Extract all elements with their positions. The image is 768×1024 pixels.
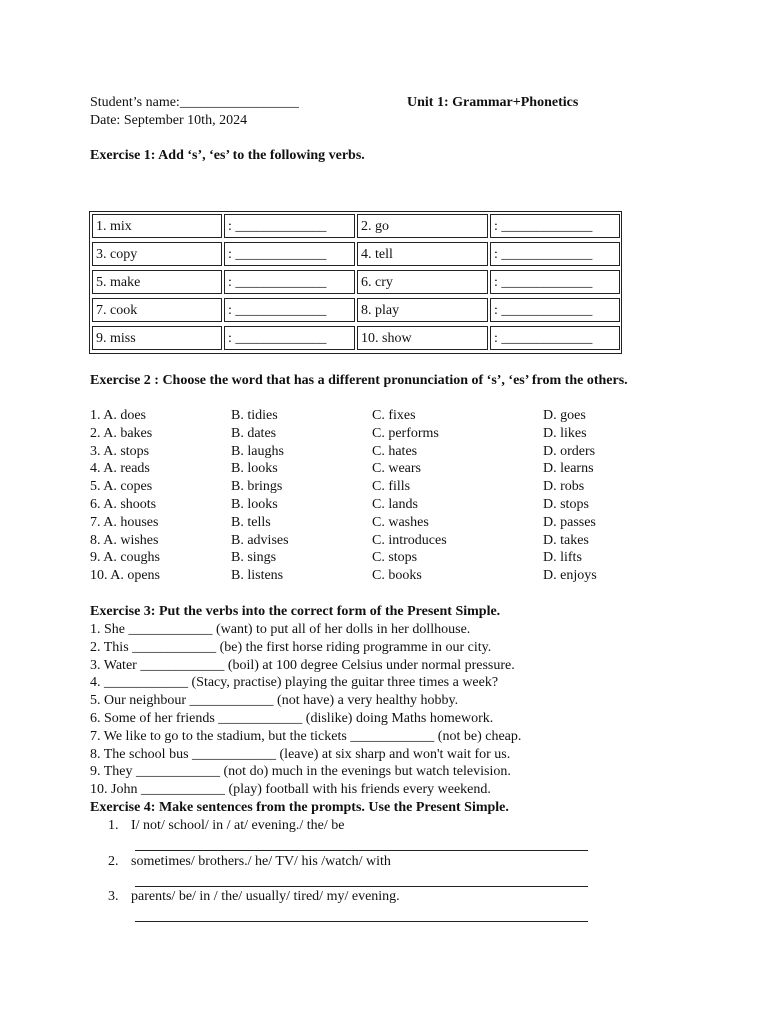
question-option-a[interactable]: 10. A. opens [90, 568, 160, 584]
exercise3-title: Exercise 3: Put the verbs into the correct form of the Present Simple. [90, 604, 501, 619]
table-row [91, 297, 622, 324]
exercise4-item-number: 2. [108, 853, 119, 869]
verb-cell: 2. go [357, 214, 488, 238]
exercise4-title: Exercise 4: Make sentences from the prompts. Use the Present Simple. [90, 800, 509, 815]
answer-blank[interactable]: : _____________ [224, 242, 355, 266]
question-option-a[interactable]: 5. A. copes [90, 479, 153, 495]
verb-cell: 7. cook [92, 298, 222, 322]
answer-blank[interactable]: : _____________ [490, 326, 620, 350]
answer-blank[interactable]: : _____________ [490, 242, 620, 266]
question-option-a[interactable]: 3. A. stops [90, 443, 150, 459]
verb-cell: 1. mix [92, 214, 222, 238]
table-row [91, 213, 622, 240]
question-option-a[interactable]: 4. A. reads [90, 461, 150, 477]
question-option-b[interactable]: B. laughs [231, 443, 284, 459]
question-option-a[interactable]: 8. A. wishes [90, 532, 159, 548]
answer-line[interactable] [135, 886, 588, 887]
question-option-b[interactable]: B. sings [231, 550, 277, 566]
exercise3-item: 2. This ____________ (be) the first horse riding programme in our city. [90, 639, 492, 655]
question-option-d[interactable]: D. goes [543, 408, 586, 423]
question-option-c[interactable]: C. books [372, 568, 422, 584]
verb-cell: 8. play [357, 298, 488, 322]
exercise1-title: Exercise 1: Add ‘s’, ‘es’ to the following verbs. [90, 148, 365, 163]
verb-cell: 5. make [92, 270, 222, 294]
exercise4-item-number: 1. [108, 818, 119, 833]
answer-line[interactable] [135, 921, 588, 922]
question-option-b[interactable]: B. brings [231, 479, 283, 495]
question-option-c[interactable]: C. performs [372, 425, 439, 441]
question-option-d[interactable]: D. lifts [543, 550, 582, 566]
table-row [91, 325, 622, 352]
exercise4-prompt: sometimes/ brothers./ he/ TV/ his /watch/ with [131, 853, 391, 869]
verb-cell: 4. tell [357, 242, 488, 266]
exercise3-item: 8. The school bus ____________ (leave) at six sharp and won't wait for us. [90, 746, 511, 762]
question-option-b[interactable]: B. tidies [231, 408, 278, 423]
question-option-c[interactable]: C. fills [372, 479, 411, 495]
verb-cell: 6. cry [357, 270, 488, 294]
question-option-b[interactable]: B. tells [231, 514, 271, 530]
verb-cell: 10. show [357, 326, 488, 350]
answer-blank[interactable]: : _____________ [490, 298, 620, 322]
question-option-d[interactable]: D. passes [543, 514, 596, 530]
question-option-b[interactable]: B. listens [231, 568, 284, 584]
date-line: Date: September 10th, 2024 [90, 113, 248, 128]
answer-blank[interactable]: : _____________ [224, 214, 355, 238]
question-option-d[interactable]: D. learns [543, 461, 594, 477]
question-option-c[interactable]: C. lands [372, 497, 418, 512]
question-option-c[interactable]: C. hates [372, 443, 418, 459]
question-option-a[interactable]: 1. A. does [90, 408, 146, 423]
table-row [91, 269, 622, 296]
answer-blank[interactable]: : _____________ [224, 326, 355, 350]
answer-blank[interactable]: : _____________ [224, 298, 355, 322]
exercise2-title: Exercise 2 : Choose the word that has a different pronunciation of ‘s’, ‘es’ from the others. [90, 373, 628, 388]
question-option-a[interactable]: 7. A. houses [90, 514, 159, 530]
question-option-b[interactable]: B. looks [231, 497, 278, 512]
exercise4-item-number: 3. [108, 889, 119, 904]
question-option-d[interactable]: D. takes [543, 532, 589, 548]
exercise3-item: 10. John ____________ (play) football with his friends every weekend. [90, 782, 491, 798]
question-option-d[interactable]: D. orders [543, 443, 596, 459]
verb-cell: 3. copy [92, 242, 222, 266]
question-option-a[interactable]: 9. A. coughs [90, 550, 160, 566]
unit-title: Unit 1: Grammar+Phonetics [407, 95, 579, 110]
exercise4-prompt: parents/ be/ in / the/ usually/ tired/ my/ evening. [131, 889, 400, 904]
exercise3-item: 3. Water ____________ (boil) at 100 degree Celsius under normal pressure. [90, 657, 515, 673]
student-name-field[interactable]: Student’s name:_________________ [90, 95, 299, 110]
question-option-c[interactable]: C. fixes [372, 408, 416, 423]
question-option-c[interactable]: C. wears [372, 461, 421, 477]
question-option-d[interactable]: D. likes [543, 425, 587, 441]
exercise3-item: 1. She ____________ (want) to put all of her dolls in her dollhouse. [90, 622, 471, 637]
verb-cell: 9. miss [92, 326, 222, 350]
answer-blank[interactable]: : _____________ [490, 270, 620, 294]
verb-table [89, 211, 622, 354]
exercise3-item: 4. ____________ (Stacy, practise) playing the guitar three times a week? [90, 675, 499, 691]
exercise3-item: 6. Some of her friends ____________ (dislike) doing Maths homework. [90, 711, 494, 726]
exercise3-item: 5. Our neighbour ____________ (not have) a very healthy hobby. [90, 693, 459, 709]
question-option-d[interactable]: D. robs [543, 479, 585, 495]
table-row [91, 241, 622, 268]
question-option-b[interactable]: B. looks [231, 461, 278, 477]
question-option-d[interactable]: D. stops [543, 497, 589, 512]
answer-line[interactable] [135, 850, 588, 851]
exercise3-item: 7. We like to go to the stadium, but the tickets ____________ (not be) cheap. [90, 728, 522, 744]
question-option-b[interactable]: B. dates [231, 425, 277, 441]
question-option-c[interactable]: C. washes [372, 514, 429, 530]
exercise4-prompt: I/ not/ school/ in / at/ evening./ the/ be [131, 818, 345, 833]
question-option-a[interactable]: 2. A. bakes [90, 425, 153, 441]
answer-blank[interactable]: : _____________ [224, 270, 355, 294]
answer-blank[interactable]: : _____________ [490, 214, 620, 238]
exercise3-item: 9. They ____________ (not do) much in the evenings but watch television. [90, 764, 511, 780]
question-option-d[interactable]: D. enjoys [543, 568, 597, 584]
question-option-a[interactable]: 6. A. shoots [90, 497, 157, 512]
question-option-b[interactable]: B. advises [231, 532, 289, 548]
question-option-c[interactable]: C. introduces [372, 532, 447, 548]
question-option-c[interactable]: C. stops [372, 550, 418, 566]
